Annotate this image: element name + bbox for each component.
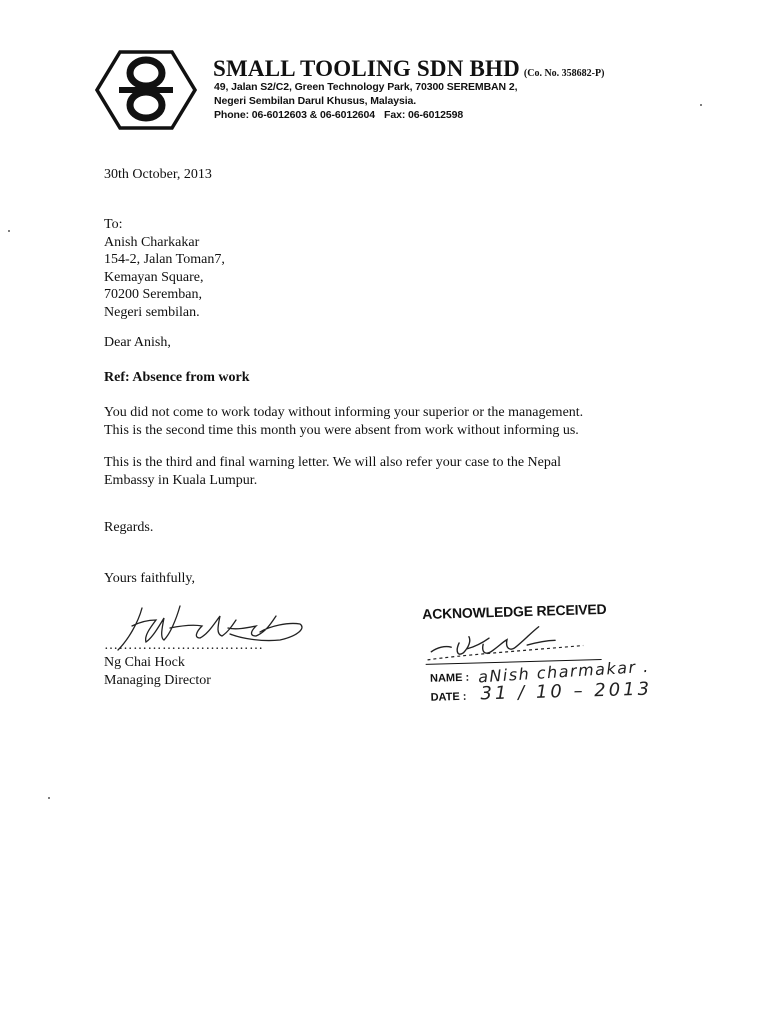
stamp-name-label: NAME :: [429, 671, 470, 685]
scan-speck: [700, 104, 702, 106]
paragraph-line: This is the third and final warning letter. We will also refer your case to the Nepal: [104, 455, 561, 470]
paragraph-line: Embassy in Kuala Lumpur.: [104, 472, 258, 488]
scan-speck: [48, 797, 50, 799]
signer-title: Managing Director: [104, 673, 211, 688]
company-phone: Phone: 06-6012603 & 06-6012604: [214, 109, 376, 121]
scan-speck: [8, 230, 10, 232]
recipient-address-line: 70200 Seremban,: [104, 287, 202, 302]
paragraph-line: This is the second time this month you were absent from work without informing us.: [104, 422, 579, 438]
recipient-address-line: 154-2, Jalan Toman7,: [104, 252, 225, 267]
recipient-block: [104, 216, 225, 321]
recipient-name: Anish Charkakar: [104, 234, 200, 250]
company-name-text: SMALL TOOLING SDN BHD: [213, 56, 520, 81]
closing: Yours faithfully,: [104, 571, 196, 586]
letter-date: 30th October, 2013: [104, 167, 212, 182]
signature-line: ……………………………: [104, 638, 264, 653]
body-paragraph-1: [104, 404, 583, 439]
company-logo: [95, 50, 197, 130]
handwritten-name: aNish charmakar .: [477, 656, 651, 687]
company-address-line2: Negeri Sembilan Darul Khusus, Malaysia.: [214, 95, 417, 107]
handwritten-date: 31 / 10 – 2013: [480, 678, 653, 705]
company-address-line1: 49, Jalan S2/C2, Green Technology Park, 70300 SEREMBAN 2,: [214, 81, 518, 93]
body-paragraph-2: [104, 454, 561, 489]
stamp-date-label: DATE :: [430, 690, 467, 704]
salutation: Dear Anish,: [104, 335, 171, 350]
company-fax: Fax: 06-6012598: [384, 109, 464, 121]
acknowledge-received-title: ACKNOWLEDGE RECEIVED: [422, 600, 607, 622]
to-label: To:: [104, 217, 123, 232]
regards: Regards.: [104, 520, 154, 535]
signer-name: Ng Chai Hock: [104, 655, 185, 670]
paragraph-line: You did not come to work today without informing your superior or the management.: [104, 405, 584, 420]
acknowledgement-stamp: [422, 596, 725, 714]
recipient-address-line: Negeri sembilan.: [104, 304, 200, 320]
company-contact: [214, 109, 463, 121]
company-registration-number: (Co. No. 358682-P): [523, 68, 605, 79]
company-name: [213, 56, 604, 82]
recipient-address-line: Kemayan Square,: [104, 269, 204, 285]
reference-line: Ref: Absence from work: [104, 370, 250, 385]
